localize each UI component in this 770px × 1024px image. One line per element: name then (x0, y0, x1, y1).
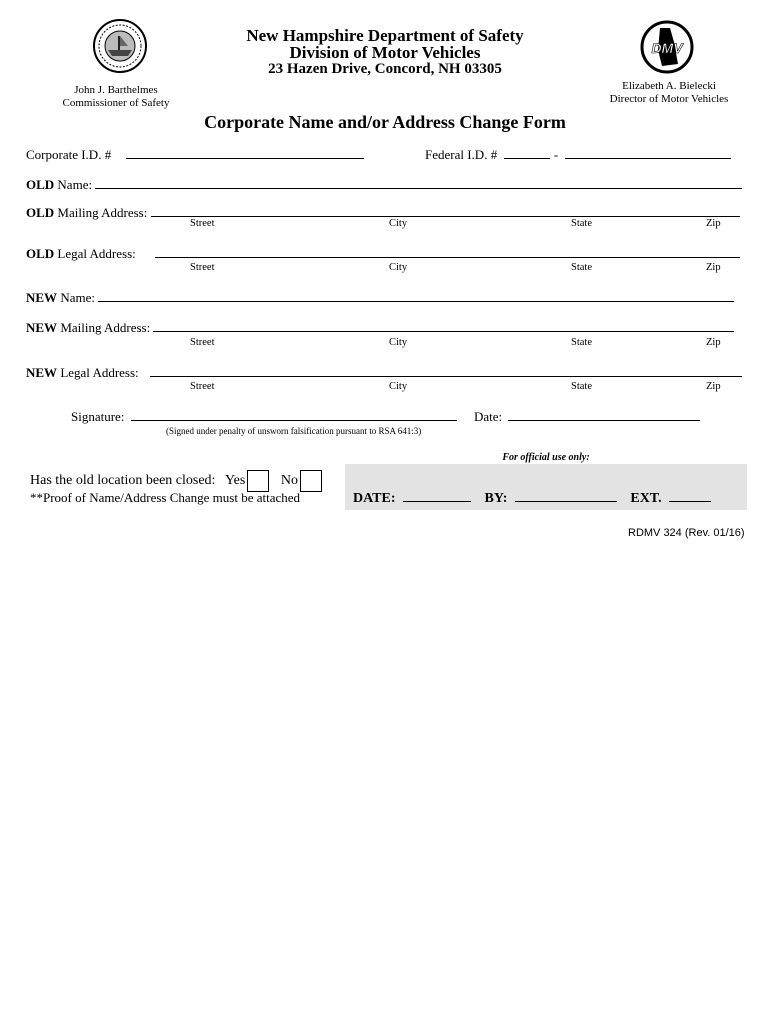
old-legal-row (26, 245, 740, 262)
old-mailing-city: City (389, 218, 408, 229)
old-legal-zip: Zip (706, 262, 721, 273)
new-legal-state: State (571, 381, 592, 392)
official-date-label: DATE: (353, 491, 396, 506)
commissioner-title: Commissioner of Safety (62, 97, 170, 109)
dmv-logo-text: DMV (651, 40, 683, 56)
new-legal-field[interactable] (150, 364, 742, 377)
federal-id-suffix-field[interactable] (565, 146, 731, 159)
new-mailing-zip: Zip (706, 337, 721, 348)
new-legal-zip: Zip (706, 381, 721, 392)
no-checkbox[interactable] (300, 470, 322, 492)
signature-field[interactable] (131, 408, 457, 421)
department-address: 23 Hazen Drive, Concord, NH 03305 (268, 61, 502, 77)
old-legal-city: City (389, 262, 408, 273)
old-mailing-row (26, 204, 740, 221)
new-legal-street: Street (190, 381, 215, 392)
division-title: Division of Motor Vehicles (289, 43, 481, 62)
official-date-field[interactable] (403, 489, 471, 502)
old-legal-label: Legal Address: (57, 246, 136, 261)
form-number: RDMV 324 (Rev. 01/16) (628, 527, 745, 539)
new-mailing-city: City (389, 337, 408, 348)
old-name-row (26, 176, 742, 193)
new-mailing-label: Mailing Address: (60, 320, 151, 335)
no-label: No (280, 473, 298, 489)
new-mailing-state: State (571, 337, 592, 348)
proof-note: **Proof of Name/Address Change must be attached (30, 490, 301, 505)
official-by-label: BY: (484, 491, 508, 506)
director-block (594, 80, 744, 106)
federal-id-row (425, 146, 731, 163)
federal-id-dash: - (553, 147, 559, 162)
old-mailing-street: Street (190, 218, 215, 229)
yes-checkbox[interactable] (247, 470, 269, 492)
yes-label: Yes (224, 473, 246, 489)
old-mailing-zip: Zip (706, 218, 721, 229)
official-use-label: For official use only: (502, 452, 590, 463)
federal-id-label: Federal I.D. # (425, 147, 498, 162)
form-title: Corporate Name and/or Address Change Form (204, 112, 566, 132)
date-label: Date: (474, 409, 503, 424)
official-ext-label: EXT. (630, 491, 662, 506)
new-mailing-field[interactable] (153, 319, 734, 332)
old-label: OLD (26, 177, 55, 192)
official-ext-field[interactable] (669, 489, 711, 502)
new-name-row (26, 289, 734, 306)
new-name-field[interactable] (98, 289, 734, 302)
corporate-id-row (26, 146, 364, 163)
director-name: Elizabeth A. Bielecki (622, 80, 716, 92)
new-label: NEW (26, 290, 58, 305)
old-mailing-state: State (571, 218, 592, 229)
old-name-field[interactable] (95, 176, 742, 189)
old-mailing-label: Mailing Address: (57, 205, 148, 220)
new-name-label: Name: (60, 290, 95, 305)
location-closed-row (30, 470, 322, 492)
department-title: New Hampshire Department of Safety (246, 26, 524, 45)
old-label: OLD (26, 246, 55, 261)
new-mailing-row (26, 319, 734, 336)
official-by-field[interactable] (515, 489, 617, 502)
corporate-id-field[interactable] (126, 146, 364, 159)
signature-label: Signature: (71, 409, 125, 424)
old-label: OLD (26, 205, 55, 220)
old-name-label: Name: (57, 177, 93, 192)
location-closed-question: Has the old location been closed: (30, 473, 216, 489)
date-row (474, 408, 700, 425)
new-label: NEW (26, 320, 58, 335)
commissioner-block (36, 84, 196, 110)
official-use-row (353, 489, 711, 507)
old-legal-state: State (571, 262, 592, 273)
signature-row (71, 408, 457, 425)
new-mailing-street: Street (190, 337, 215, 348)
commissioner-name: John J. Barthelmes (74, 84, 158, 96)
signature-note: (Signed under penalty of unsworn falsification pursuant to RSA 641:3) (166, 426, 422, 436)
old-legal-field[interactable] (155, 245, 740, 258)
new-legal-label: Legal Address: (60, 365, 139, 380)
corporate-id-label: Corporate I.D. # (26, 147, 112, 162)
new-legal-city: City (389, 381, 408, 392)
federal-id-prefix-field[interactable] (504, 146, 550, 159)
old-mailing-field[interactable] (151, 204, 740, 217)
date-field[interactable] (508, 408, 700, 421)
director-title: Director of Motor Vehicles (609, 93, 729, 105)
new-legal-row (26, 364, 742, 381)
old-legal-street: Street (190, 262, 215, 273)
new-label: NEW (26, 365, 58, 380)
